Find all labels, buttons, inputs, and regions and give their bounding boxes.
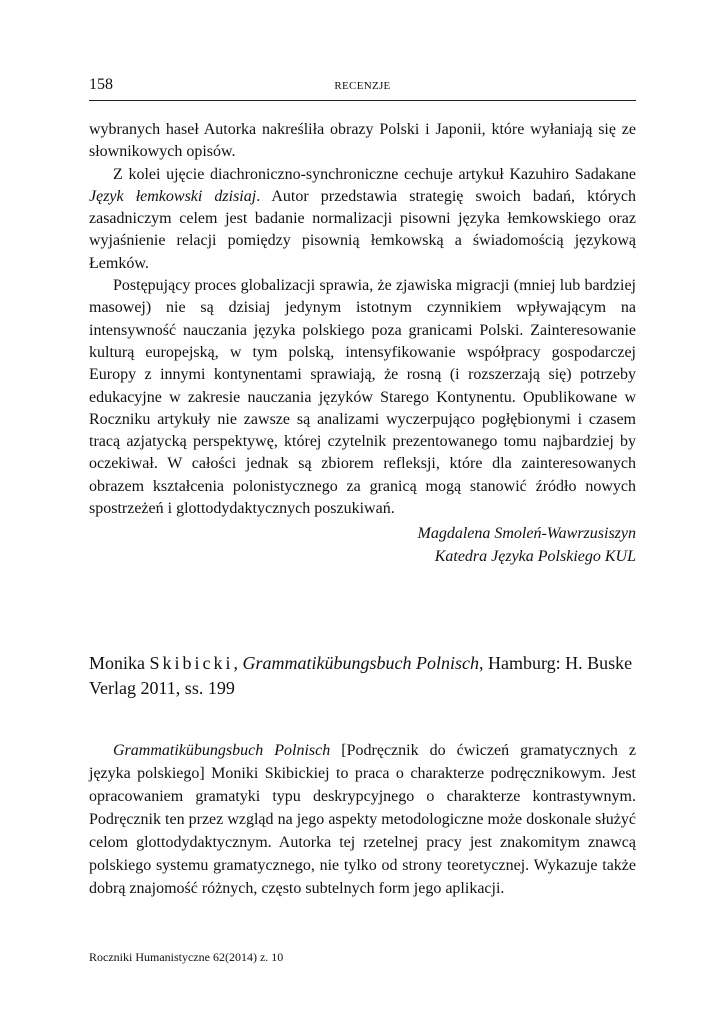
reviewer-affiliation: Katedra Języka Polskiego KUL — [434, 548, 636, 565]
publication-info: , Hamburg: H. Buske Verlag 2011, ss. 199 — [89, 653, 633, 698]
reviewer-name: Magdalena Smoleń-Wawrzusiszyn — [417, 525, 636, 542]
reviewer-signature — [417, 522, 636, 568]
paragraph: Z kolei ujęcie diachroniczno-synchroniczne cechuje artykuł Kazuhiro Sadakane Język łemkowski dzisiaj. Autor przedstawia strategię swoich badań, których zasadniczym celem jest badanie normalizacji pisowni języka łemkowskiego oraz wyjaśnienie relacji pomiędzy pisownią łemkowską a świadomością językową Łemków. — [89, 165, 636, 272]
book-title: Grammatikübungsbuch Polnisch — [242, 653, 479, 673]
author-surname: Skibicki — [149, 653, 234, 673]
main-text — [89, 119, 636, 520]
review-heading: Monika Skibicki, Grammatikübungsbuch Polnisch, Hamburg: H. Buske Verlag 2011, ss. 199 — [89, 653, 633, 698]
page-footer: Roczniki Humanistyczne 62(2014) z. 10 — [89, 950, 284, 964]
page-header — [89, 74, 636, 101]
paragraph: wybranych haseł Autorka nakreśliła obrazy Polski i Japonii, które wyłaniają się ze słownikowych opisów. — [89, 121, 636, 161]
paragraph: Postępujący proces globalizacji sprawia, że zjawiska migracji (mniej lub bardziej masowej) nie są dzisiaj jedynym istotnym czynnikiem wpływającym na intensywność nauczania języka polskiego poza granicami Polski. Zainteresowanie kulturą europejską, w tym polską, intensyfikowanie współpracy gospodarczej Europy z innymi kontynentami sprawiają, że rosną (i rozszerzają się) potrzeby edukacyjne w zakresie nauczania języków Starego Kontynentu. Opublikowane w Roczniku artykuły nie zawsze są analizami wyczerpująco pogłębionymi i czasem tracą azjatycką perspektywę, której czytelnik prezentowanego tomu najbardziej by oczekiwał. W całości jednak są zbiorem refleksji, które dla zainteresowanych obrazem kształcenia polonistycznego za granicą mogą stanowić źródło nowych spostrzeżeń i glottodydaktycznych poszukiwań. — [89, 277, 636, 518]
paragraph: Grammatikübungsbuch Polnisch [Podręcznik do ćwiczeń gramatycznych z języka polskiego] Moniki Skibickiej to praca o charakterze podręcznikowym. Jest opracowaniem gramatyki typu deskrypcyjnego o charakterze kontrastywnym. Podręcznik ten przez wzgląd na jego aspekty metodologiczne może doskonale służyć celom glottodydaktycznym. Autorka tej rzetelnej pracy jest znakomitym znawcą polskiego systemu gramatycznego, nie tylko od strony teoretycznej. Wykazuje także dobrą znajomość różnych, często subtelnych form jego aplikacji. — [89, 742, 636, 897]
review-text — [89, 739, 636, 900]
running-head: RECENZJE — [334, 80, 391, 92]
article-title: Język łemkowski dzisiaj — [89, 187, 257, 205]
page-number: 158 — [89, 76, 113, 93]
